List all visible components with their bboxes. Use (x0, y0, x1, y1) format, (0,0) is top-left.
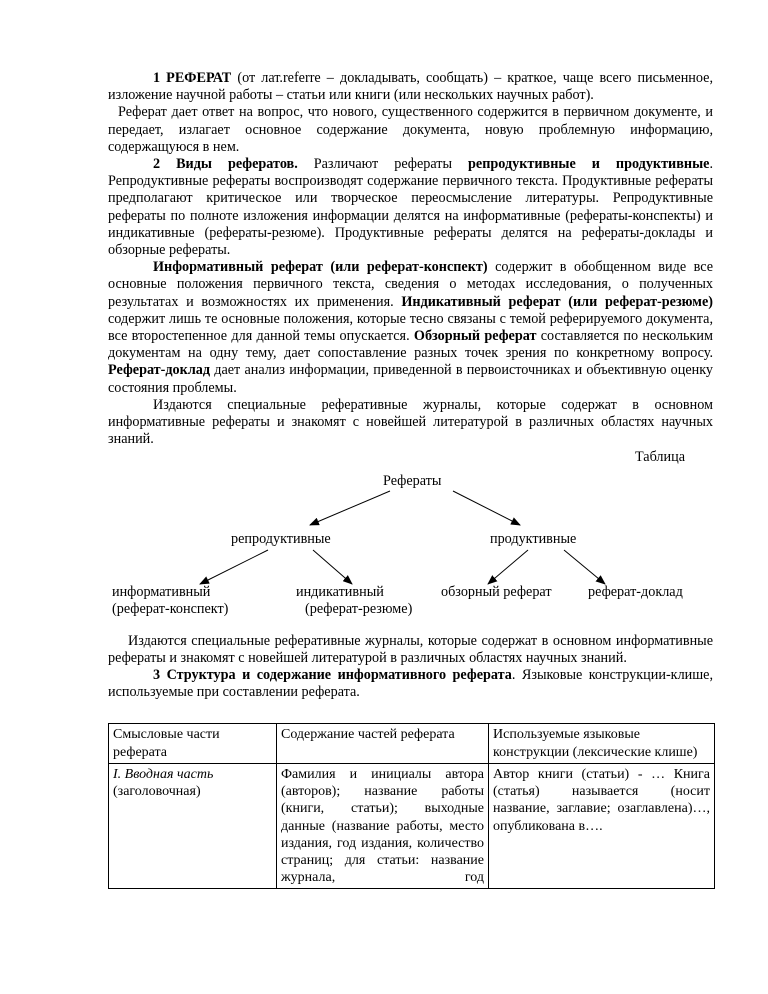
arrow-right-leaf4 (564, 550, 605, 584)
table-caption: Таблица (634, 449, 685, 466)
paragraph-journals: Издаются специальные реферативные журналы, которые содержат в основном информативные рефераты и знакомят с новейшей литературой в различных областях научных знаний. (108, 396, 713, 448)
section-3-heading: 3 Структура и содержание информативного реферата (153, 667, 512, 684)
table-header-cell: Смысловые части реферата (109, 724, 277, 763)
section-2-heading: 2 Виды рефератов. (153, 156, 298, 173)
arrow-left-leaf1 (200, 550, 268, 584)
paragraph-types: 2 Виды рефератов. Различают рефераты репродуктивные и продуктивные. Репродуктивные рефераты воспроизводят содержание первичного текста. Продуктивные рефераты предполагают критическое или творческое переосмысление литературы. Репродуктивные рефераты по полноте изложения информации делятся на информативные (рефераты-конспекты) и индикативные (рефераты-резюме). Продуктивные рефераты делятся на рефераты-доклады и обзорные рефераты. (108, 156, 713, 259)
document-page (108, 70, 713, 889)
structure-table (108, 723, 715, 889)
diagram-informative: информативный (реферат-конспект) (112, 583, 229, 617)
paragraph-definition: 1 РЕФЕРАТ (от лат.referre – докладывать, сообщать) – краткое, чаще всего письменное, изложение научной работы – статьи или книги (или нескольких научных работ). (108, 70, 713, 104)
paragraph-purpose: Реферат дает ответ на вопрос, что нового, существенного содержится в первичном документе, и передает, излагает основное содержание документа, новую проблемную информацию, содержащуюся в нем. (108, 104, 713, 155)
diagram-review: обзорный реферат (441, 583, 552, 600)
arrow-right-leaf3 (488, 550, 528, 584)
diagram-productive: продуктивные (490, 530, 577, 547)
table-header-cell: Используемые языковые конструкции (лексические клише) (489, 724, 715, 763)
paragraph-type-details: Информативный реферат (или реферат-конспект) содержит в обобщенном виде все основные положения первичного текста, сведения о методах исследования, о полученных результатах и возможностях их применения. Индикативный реферат (или реферат-резюме) содержит лишь те основные положения, которые тесно связаны с темой реферируемого документа, все второстепенное для данной темы опускается. Обзорный реферат составляется по нескольким документам на одну тему, дает сопоставление разных точек зрения по конкретному вопросу. Реферат-доклад дает анализ информации, приведенной в первоисточниках и объективную оценку состояния проблемы. (108, 259, 713, 396)
table-header-row (109, 724, 715, 763)
paragraph-structure: 3 Структура и содержание информативного реферата. Языковые конструкции-клише, используемые при составлении реферата. (108, 667, 714, 701)
table-cell: I. Вводная часть (заголовочная) (109, 763, 277, 888)
section-1-heading: 1 РЕФЕРАТ (153, 70, 232, 86)
arrow-left-leaf2 (313, 550, 352, 584)
diagram-reproductive: репродуктивные (231, 530, 331, 547)
arrow-root-left (310, 491, 390, 525)
paragraph-journals-repeat: Издаются специальные реферативные журналы, которые содержат в основном информативные рефераты и знакомят с новейшей литературой в различных областях научных знаний. (108, 632, 713, 666)
diagram-indicative: индикативный (реферат-резюме) (296, 583, 413, 617)
table-cell: Автор книги (статьи) - … Книга (статья) называется (носит название, заглавие; озаглавлена)…, опубликована в…. (489, 763, 715, 888)
types-diagram (108, 469, 713, 619)
table-row (109, 763, 715, 888)
table-header-cell: Содержание частей реферата (277, 724, 489, 763)
diagram-report: реферат-доклад (588, 583, 683, 600)
table-cell: Фамилия и инициалы автора (авторов); название работы (книги, статьи); выходные данные (название работы, место издания, год издания, количество страниц; для статьи: название журнала, год (277, 763, 489, 888)
arrow-root-right (453, 491, 520, 525)
diagram-root: Рефераты (383, 472, 442, 489)
